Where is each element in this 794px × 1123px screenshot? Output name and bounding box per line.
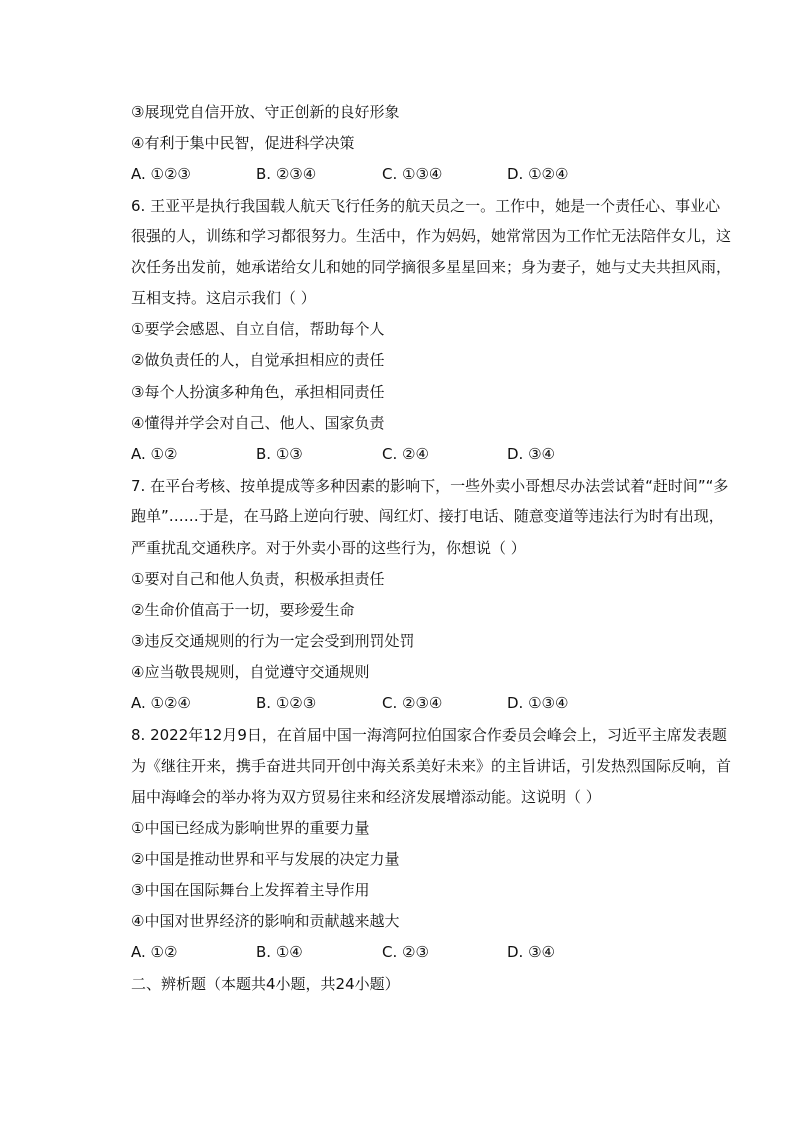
q6-item-2: ②做负责任的人，自觉承担相应的责任: [131, 351, 385, 369]
q6-stem-line-1: 6. 王亚平是执行我国载人航天飞行任务的航天员之一。工作中，她是一个责任心、事业心: [131, 197, 721, 215]
q6-option-b[interactable]: B. ①③: [256, 445, 303, 463]
q6-item-3: ③每个人扮演多种角色，承担相同责任: [131, 383, 385, 401]
q8-stem-line-3: 届中海峰会的举办将为双方贸易往来和经济发展增添动能。这说明（ ）: [131, 788, 601, 806]
q6-options: [131, 444, 691, 464]
q6-option-c[interactable]: C. ②④: [382, 445, 429, 463]
q7-item-2: ②生命价值高于一切，要珍爱生命: [131, 601, 355, 619]
q6-stem-line-3: 次任务出发前，她承诺给女儿和她的同学摘很多星星回来；身为妻子，她与丈夫共担风雨，: [131, 258, 732, 276]
q7-stem-line-2: 跑单”……于是，在马路上逆向行驶、闯红灯、接打电话、随意变道等违法行为时有出现，: [131, 507, 724, 525]
q8-option-a[interactable]: A. ①②: [131, 943, 178, 961]
q6-item-1: ①要学会感恩、自立自信，帮助每个人: [131, 320, 385, 338]
q8-item-4: ④中国对世界经济的影响和贡献越来越大: [131, 912, 400, 930]
q7-stem-line-3: 严重扰乱交通秩序。对于外卖小哥的这些行为，你想说（ ）: [131, 539, 526, 557]
prev-option-a[interactable]: A. ①②③: [131, 165, 191, 183]
q8-option-c[interactable]: C. ②③: [382, 943, 429, 961]
prev-option-b[interactable]: B. ②③④: [256, 165, 317, 183]
q8-option-b[interactable]: B. ①④: [256, 943, 303, 961]
q7-option-c[interactable]: C. ②③④: [382, 694, 443, 712]
q6-item-4: ④懂得并学会对自己、他人、国家负责: [131, 414, 385, 432]
q7-item-1: ①要对自己和他人负责，积极承担责任: [131, 570, 385, 588]
q7-options: [131, 693, 691, 713]
section-heading: 二、辨析题（本题共4小题，共24小题）: [131, 975, 400, 993]
prev-item-3: ③展现党自信开放、守正创新的良好形象: [131, 103, 400, 121]
q7-item-3: ③违反交通规则的行为一定会受到刑罚处罚: [131, 632, 415, 650]
q8-option-d[interactable]: D. ③④: [507, 943, 555, 961]
q8-options: [131, 942, 691, 962]
q8-item-2: ②中国是推动世界和平与发展的决定力量: [131, 850, 400, 868]
prev-item-4: ④有利于集中民智，促进科学决策: [131, 134, 355, 152]
prev-option-d[interactable]: D. ①②④: [507, 165, 569, 183]
q7-stem-line-1: 7. 在平台考核、按单提成等多种因素的影响下，一些外卖小哥想尽办法尝试着“赶时间”“多: [131, 477, 729, 495]
q8-item-1: ①中国已经成为影响世界的重要力量: [131, 819, 370, 837]
q7-item-4: ④应当敬畏规则，自觉遵守交通规则: [131, 663, 370, 681]
q7-option-d[interactable]: D. ①③④: [507, 694, 569, 712]
q6-option-a[interactable]: A. ①②: [131, 445, 178, 463]
prev-options: [131, 164, 691, 184]
prev-option-c[interactable]: C. ①③④: [382, 165, 443, 183]
q8-item-3: ③中国在国际舞台上发挥着主导作用: [131, 881, 370, 899]
q8-stem-line-2: 为《继往开来，携手奋进共同开创中海关系美好未来》的主旨讲话，引发热烈国际反响，首: [131, 757, 732, 775]
q8-stem-line-1: 8. 2022年12月9日，在首届中国一海湾阿拉伯国家合作委员会峰会上，习近平主席发表题: [131, 726, 727, 744]
q6-option-d[interactable]: D. ③④: [507, 445, 555, 463]
q6-stem-line-2: 很强的人，训练和学习都很努力。生活中，作为妈妈，她常常因为工作忙无法陪伴女儿，这: [131, 227, 732, 245]
q7-option-b[interactable]: B. ①②③: [256, 694, 317, 712]
q7-option-a[interactable]: A. ①②④: [131, 694, 191, 712]
q6-stem-line-4: 互相支持。这启示我们（ ）: [131, 289, 316, 307]
